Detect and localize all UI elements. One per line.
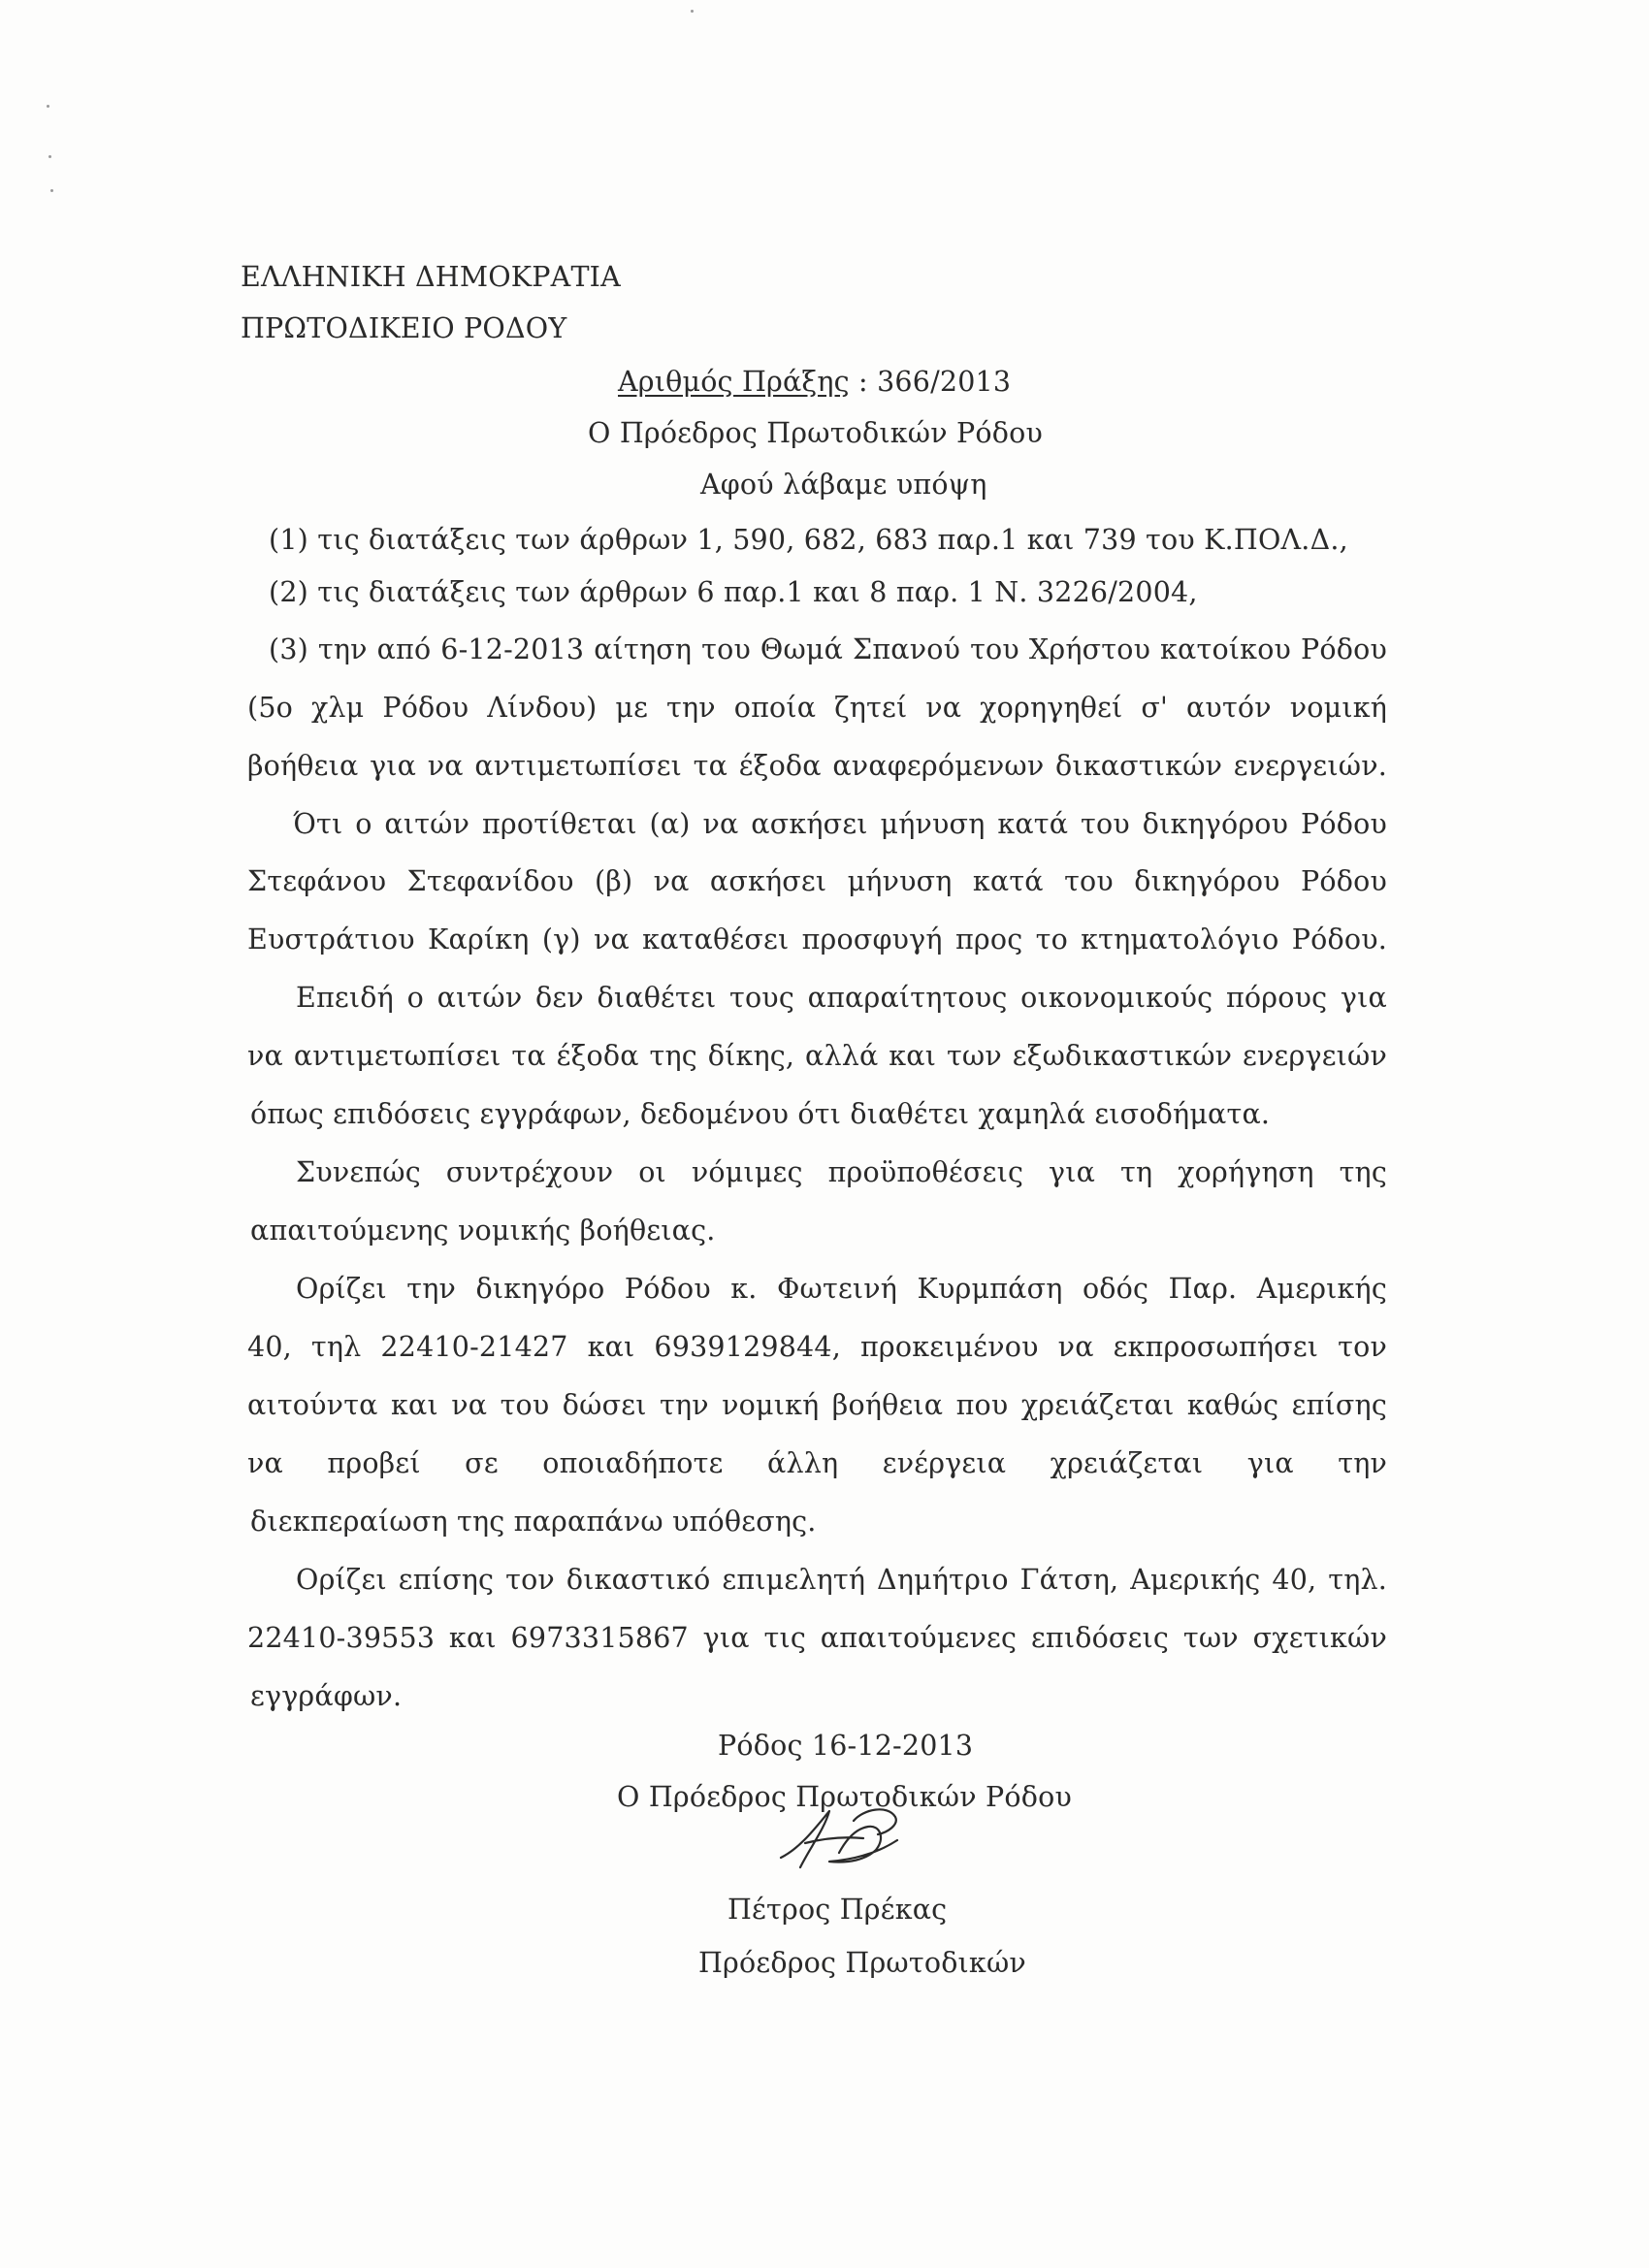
body-line-2: Στεφάνου Στεφανίδου (β) να ασκήσει μήνυση κατά του δικηγόρου Ρόδου: [247, 865, 1387, 897]
consideration-2: (2) τις διατάξεις των άρθρων 6 παρ.1 και 8 παρ. 1 Ν. 3226/2004,: [269, 576, 1198, 608]
header-state: ΕΛΛΗΝΙΚΗ ΔΗΜΟΚΡΑΤΙΑ: [241, 261, 621, 293]
act-issuer: Ο Πρόεδρος Πρωτοδικών Ρόδου: [588, 417, 1043, 449]
body-line-15: 22410-39553 και 6973315867 για τις απαιτούμενες επιδόσεις των σχετικών: [247, 1622, 1387, 1654]
closing-signer-name: Πέτρος Πρέκας: [728, 1894, 948, 1926]
body-line-5: να αντιμετωπίσει τα έξοδα της δίκης, αλλά και των εξωδικαστικών ενεργειών: [247, 1040, 1387, 1072]
body-line-10: 40, τηλ 22410-21427 και 6939129844, προκειμένου να εκπροσωπήσει τον: [247, 1331, 1387, 1363]
act-preamble: Αφού λάβαμε υπόψη: [700, 469, 987, 501]
closing-signer-title: Πρόεδρος Πρωτοδικών: [698, 1947, 1026, 1979]
act-number-separator: :: [849, 366, 878, 398]
act-number-line: [618, 366, 1012, 398]
act-number-label: Αριθμός Πράξης: [618, 366, 850, 398]
body-line-1: Ότι ο αιτών προτίθεται (α) να ασκήσει μήνυση κατά του δικηγόρου Ρόδου: [293, 808, 1387, 840]
body-line-14: Ορίζει επίσης τον δικαστικό επιμελητή Δημήτριο Γάτση, Αμερικής 40, τηλ.: [296, 1564, 1387, 1596]
body-line-13: διεκπεραίωση της παραπάνω υπόθεσης.: [250, 1506, 817, 1538]
handwritten-signature: [771, 1799, 907, 1877]
body-line-12: να προβεί σε οποιαδήποτε άλλη ενέργεια χρειάζεται για την: [247, 1447, 1387, 1479]
body-line-3: Ευστράτιου Καρίκη (γ) να καταθέσει προσφυγή προς το κτηματολόγιο Ρόδου.: [247, 923, 1387, 956]
body-line-11: αιτούντα και να του δώσει την νομική βοήθεια που χρειάζεται καθώς επίσης: [247, 1389, 1387, 1421]
body-line-6: όπως επιδόσεις εγγράφων, δεδομένου ότι διαθέτει χαμηλά εισοδήματα.: [250, 1098, 1271, 1130]
consideration-1: (1) τις διατάξεις των άρθρων 1, 590, 682, 683 παρ.1 και 739 του Κ.ΠΟΛ.Δ.,: [269, 524, 1348, 556]
body-line-8: απαιτούμενης νομικής βοήθειας.: [250, 1215, 716, 1247]
consideration-3-cont-1: (5ο χλμ Ρόδου Λίνδου) με την οποία ζητεί να χορηγηθεί σ' αυτόν νομική: [247, 692, 1387, 724]
header-court: ΠΡΩΤΟΔΙΚΕΙΟ ΡΟΔΟΥ: [241, 312, 567, 344]
act-number: 366/2013: [877, 366, 1012, 398]
closing-signer-role: Ο Πρόεδρος Πρωτοδικών Ρόδου: [617, 1781, 1072, 1813]
body-line-7: Συνεπώς συντρέχουν οι νόμιμες προϋποθέσεις για τη χορήγηση της: [296, 1156, 1387, 1188]
body-line-4: Επειδή ο αιτών δεν διαθέτει τους απαραίτητους οικονομικούς πόρους για: [296, 982, 1387, 1014]
body-line-9: Ορίζει την δικηγόρο Ρόδου κ. Φωτεινή Κυρμπάση οδός Παρ. Αμερικής: [296, 1273, 1387, 1305]
consideration-3-cont-2: βοήθεια για να αντιμετωπίσει τα έξοδα αναφερόμενων δικαστικών ενεργειών.: [247, 750, 1387, 782]
body-line-16: εγγράφων.: [250, 1680, 403, 1712]
closing-place-date: Ρόδος 16-12-2013: [718, 1730, 974, 1762]
consideration-3: (3) την από 6-12-2013 αίτηση του Θωμά Σπανού του Χρήστου κατοίκου Ρόδου: [269, 633, 1387, 665]
